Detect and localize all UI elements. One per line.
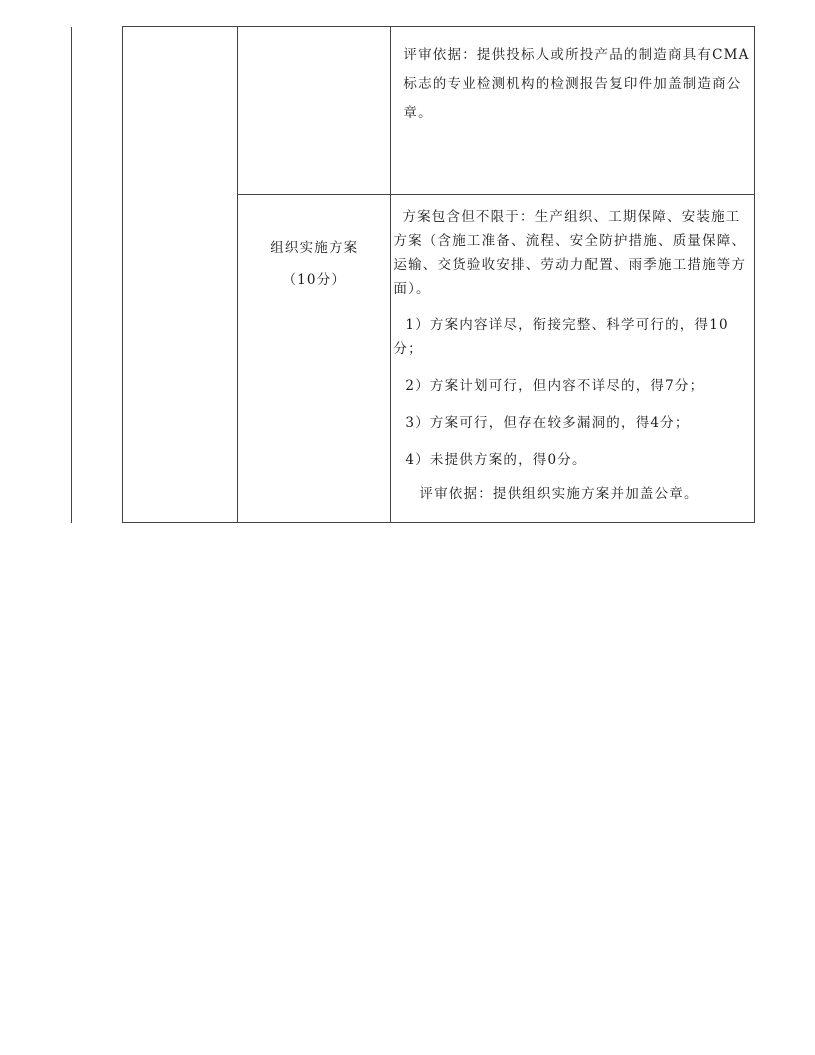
scoring-item: 4）未提供方案的，得0分。 (405, 452, 587, 468)
basis-cell (391, 27, 755, 195)
category-cell (123, 27, 238, 523)
scoring-item: 3）方案可行，但存在较多漏洞的，得4分； (405, 415, 690, 431)
left-margin-line (71, 27, 72, 523)
scheme-cell (391, 195, 755, 523)
scoring-item: 1）方案内容详尽，衔接完整、科学可行的，得10分； (393, 317, 729, 357)
criterion-score: （10分） (282, 272, 347, 288)
basis-text: 评审依据：提供投标人或所投产品的制造商具有CMA标志的专业检测机构的检测报告复印件加盖制造商公章。 (403, 47, 750, 121)
criterion-name: 组织实施方案 (270, 240, 359, 256)
scoring-item: 2）方案计划可行，但内容不详尽的，得7分； (405, 378, 705, 394)
evidence-text: 评审依据：提供组织实施方案并加盖公章。 (419, 486, 699, 502)
table-row (123, 27, 755, 195)
scoring-table (122, 26, 755, 523)
criterion-cell-empty (238, 27, 391, 195)
criterion-cell (238, 195, 391, 523)
scheme-intro: 方案包含但不限于：生产组织、工期保障、安装施工方案（含施工准备、流程、安全防护措施、质量保障、运输、交货验收安排、劳动力配置、雨季施工措施等方面）。 (393, 209, 747, 297)
